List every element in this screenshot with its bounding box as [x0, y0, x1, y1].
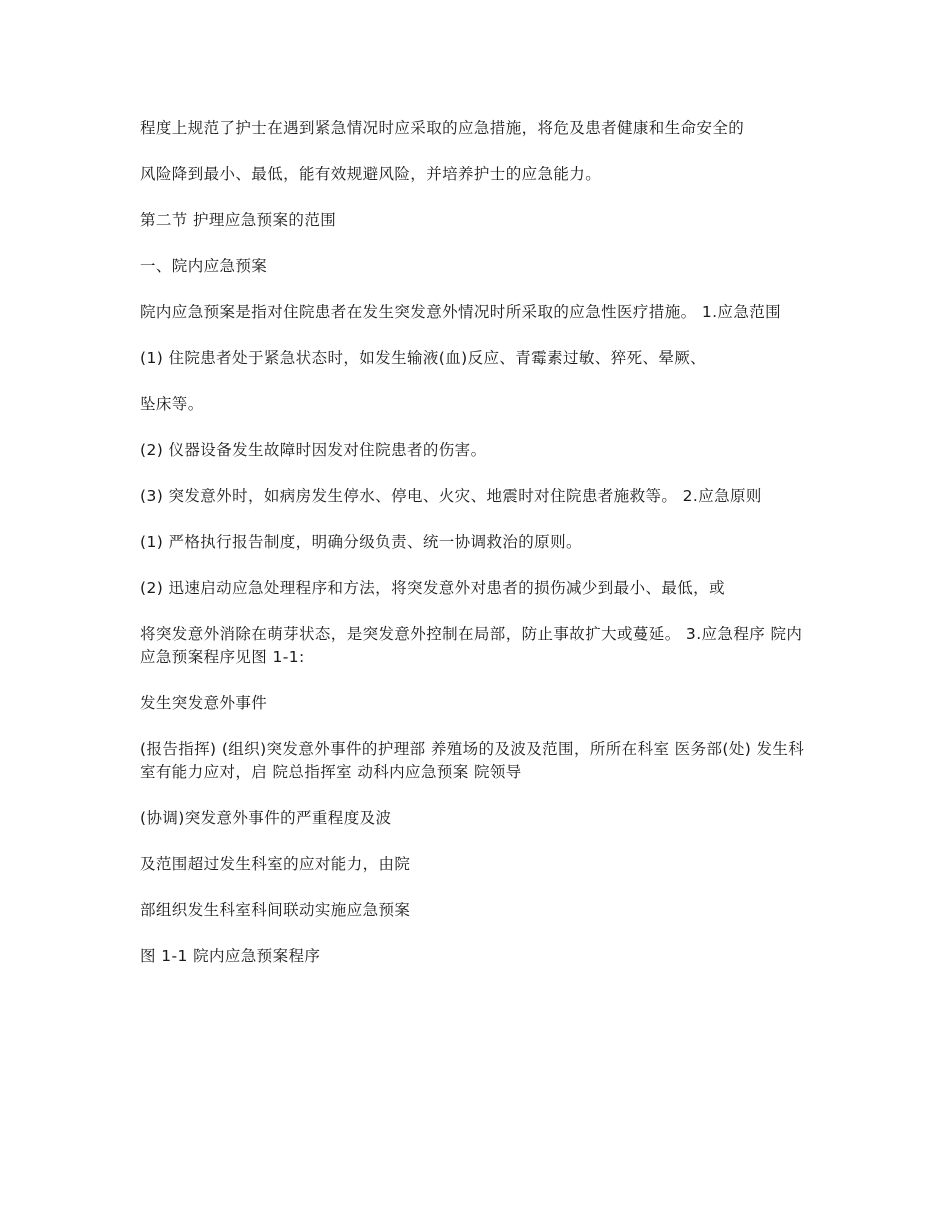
flow-step-coordinate: (协调)突发意外事件的严重程度及波 [140, 809, 392, 827]
principle-item-2-continuation: 将突发意外消除在萌芽状态，是突发意外控制在局部，防止事故扩大或蔓延。 3.应急程序 院内应急预案程序见图 1-1: [140, 625, 803, 666]
flow-step-scope: 及范围超过发生科室的应对能力，由院 [140, 855, 411, 873]
list-item-1: (1) 住院患者处于紧急状态时，如发生输液(血)反应、青霉素过敏、猝死、晕厥、 [140, 349, 707, 367]
paragraph-risk: 风险降到最小、最低，能有效规避风险，并培养护士的应急能力。 [140, 165, 602, 183]
principle-item-2: (2) 迅速启动应急处理程序和方法，将突发意外对患者的损伤减少到最小、最低，或 [140, 579, 725, 597]
flow-step-organize: 部组织发生科室科间联动实施应急预案 [140, 901, 411, 919]
figure-caption: 图 1-1 院内应急预案程序 [140, 947, 321, 965]
flow-step-report: (报告指挥) (组织)突发意外事件的护理部 养殖场的及波及范围，所所在科室 医务部(处) 发生科室有能力应对，启 院总指挥室 动科内应急预案 院领导 [140, 740, 805, 781]
list-item-1-continuation: 坠床等。 [140, 395, 204, 413]
subsection-heading: 一、院内应急预案 [140, 257, 268, 275]
document-body [140, 117, 812, 991]
paragraph-definition: 院内应急预案是指对住院患者在发生突发意外情况时所采取的应急性医疗措施。 1.应急范围 [140, 303, 782, 321]
section-heading: 第二节 护理应急预案的范围 [140, 211, 337, 229]
principle-item-1: (1) 严格执行报告制度，明确分级负责、统一协调救治的原则。 [140, 533, 582, 551]
list-item-2: (2) 仪器设备发生故障时因发对住院患者的伤害。 [140, 441, 487, 459]
flow-step-event: 发生突发意外事件 [140, 694, 268, 712]
paragraph-intro-continuation: 程度上规范了护士在遇到紧急情况时应采取的应急措施，将危及患者健康和生命安全的 [140, 119, 745, 137]
list-item-3: (3) 突发意外时，如病房发生停水、停电、火灾、地震时对住院患者施救等。 2.应急原则 [140, 487, 762, 505]
